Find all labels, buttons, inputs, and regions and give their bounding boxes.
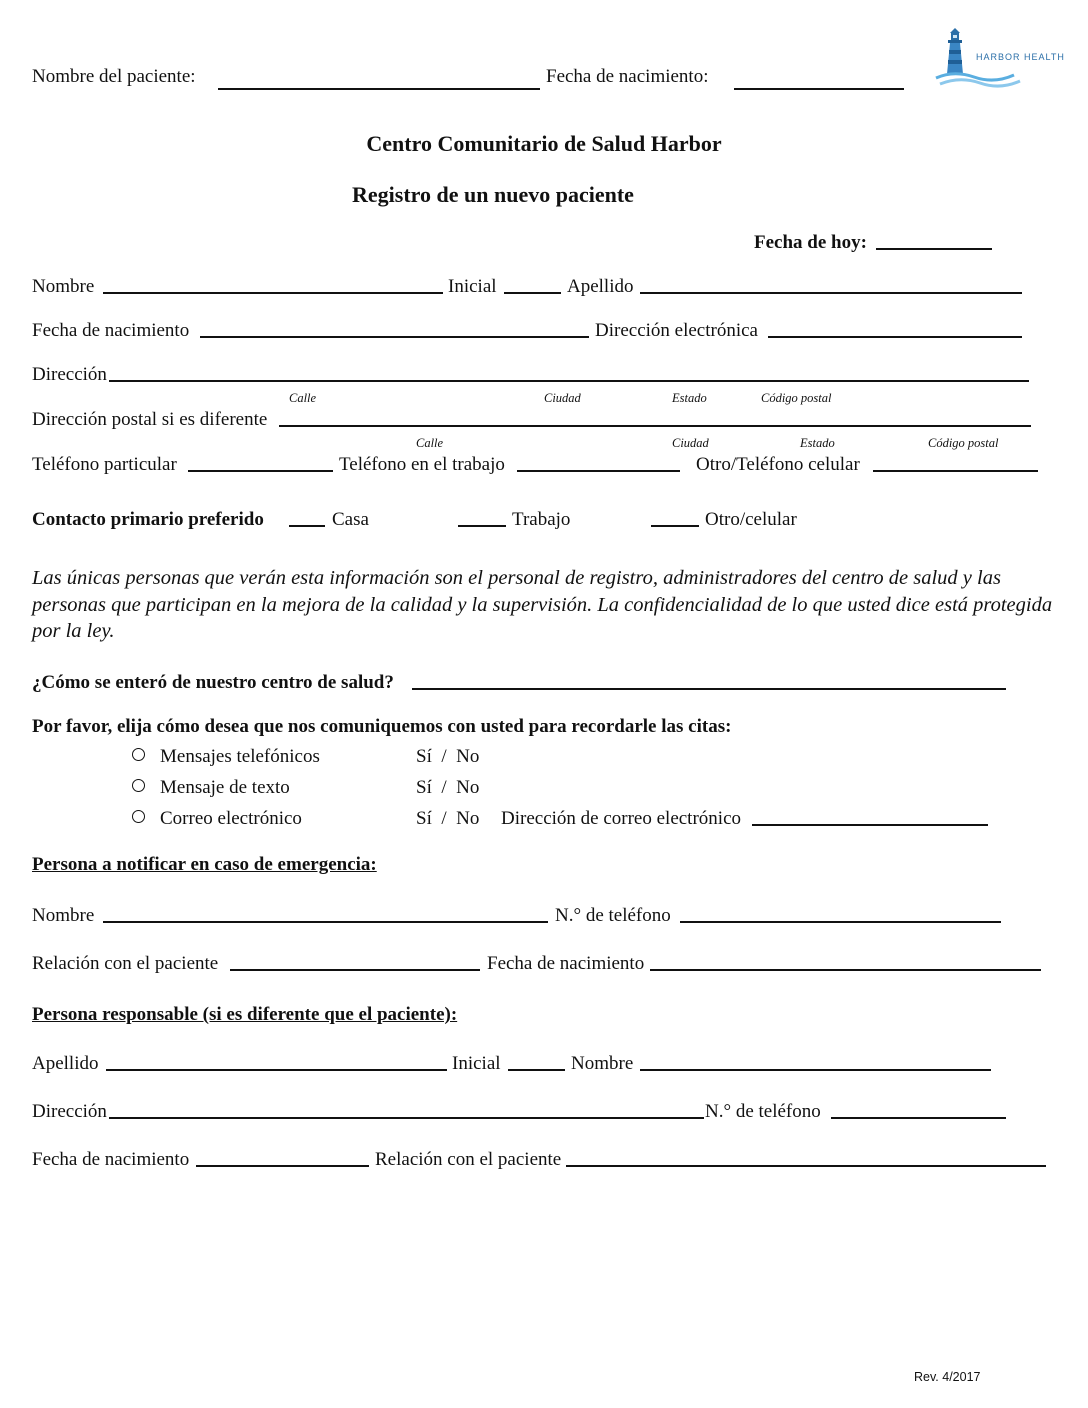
address-caption-street: Calle — [289, 391, 317, 405]
reminder-email-address-label: Dirección de correo electrónico — [501, 808, 742, 829]
contact-other-blank[interactable] — [651, 525, 699, 527]
initial-label: Inicial — [448, 276, 497, 297]
emergency-dob-field[interactable] — [650, 969, 1041, 971]
reminder-email-radio[interactable] — [132, 810, 145, 823]
first-name-label: Nombre — [32, 276, 95, 297]
reminder-email-address-field[interactable] — [752, 824, 988, 826]
responsible-phone-label: N.° de teléfono — [705, 1101, 821, 1122]
responsible-phone-field[interactable] — [831, 1117, 1006, 1119]
contact-work-label: Trabajo — [512, 509, 571, 530]
last-name-label: Apellido — [567, 276, 634, 297]
home-phone-label: Teléfono particular — [32, 454, 177, 475]
email-label: Dirección electrónica — [595, 320, 758, 341]
emergency-name-label: Nombre — [32, 905, 95, 926]
reminder-text-radio[interactable] — [132, 779, 145, 792]
revision-date: Rev. 4/2017 — [914, 1370, 981, 1384]
mailing-caption-city: Ciudad — [672, 436, 709, 450]
email-field[interactable] — [768, 336, 1022, 338]
reminder-email-choice[interactable]: Sí / No — [416, 808, 480, 829]
responsible-address-field[interactable] — [109, 1117, 704, 1119]
mailing-caption-zip: Código postal — [928, 436, 999, 450]
contact-home-label: Casa — [332, 509, 369, 530]
dob-field[interactable] — [200, 336, 589, 338]
contact-other-label: Otro/celular — [705, 509, 797, 530]
reminder-email-label: Correo electrónico — [160, 808, 302, 829]
other-phone-label: Otro/Teléfono celular — [696, 454, 860, 475]
address-caption-city: Ciudad — [544, 391, 581, 405]
address-caption-state: Estado — [672, 391, 707, 405]
first-name-field[interactable] — [103, 292, 443, 294]
patient-name-label: Nombre del paciente: — [32, 66, 196, 87]
emergency-name-field[interactable] — [103, 921, 548, 923]
responsible-address-label: Dirección — [32, 1101, 107, 1122]
page-title: Centro Comunitario de Salud Harbor — [366, 131, 722, 156]
responsible-last-name-field[interactable] — [106, 1069, 447, 1071]
home-phone-field[interactable] — [188, 470, 333, 472]
mailing-address-label: Dirección postal si es diferente — [32, 409, 268, 430]
reminder-phone-radio[interactable] — [132, 748, 145, 761]
reminder-text-label: Mensaje de texto — [160, 777, 290, 798]
address-field[interactable] — [109, 380, 1029, 382]
privacy-notice: Las únicas personas que verán esta información son el personal de registro, administradores del centro de salud y las personas que participan en la mejora de la calidad y la supervisión. La confidencialidad de lo que usted dice está protegida por la ley. — [32, 567, 1053, 642]
logo-text: HARBOR HEALTH — [976, 52, 1065, 62]
responsible-first-name-field[interactable] — [640, 1069, 991, 1071]
emergency-relationship-label: Relación con el paciente — [32, 953, 219, 974]
referral-question: ¿Cómo se enteró de nuestro centro de salud? — [32, 672, 394, 693]
initial-field[interactable] — [504, 292, 561, 294]
reminder-phone-label: Mensajes telefónicos — [160, 746, 320, 767]
address-caption-zip: Código postal — [761, 391, 832, 405]
contact-home-blank[interactable] — [289, 525, 325, 527]
responsible-dob-label: Fecha de nacimiento — [32, 1149, 190, 1170]
mailing-caption-state: Estado — [800, 436, 835, 450]
reminder-question: Por favor, elija cómo desea que nos comuniquemos con usted para recordarle las citas: — [32, 716, 732, 737]
referral-field[interactable] — [412, 688, 1006, 690]
emergency-phone-label: N.° de teléfono — [555, 905, 671, 926]
responsible-relationship-label: Relación con el paciente — [375, 1149, 562, 1170]
today-date-label: Fecha de hoy: — [754, 232, 867, 253]
mailing-address-field[interactable] — [279, 425, 1031, 427]
header-dob-label: Fecha de nacimiento: — [546, 66, 709, 87]
responsible-first-name-label: Nombre — [571, 1053, 634, 1074]
preferred-contact-label: Contacto primario preferido — [32, 509, 264, 530]
emergency-heading: Persona a notificar en caso de emergencia: — [32, 854, 377, 875]
reminder-text-choice[interactable]: Sí / No — [416, 777, 480, 798]
responsible-heading: Persona responsable (si es diferente que el paciente): — [32, 1004, 458, 1025]
mailing-caption-street: Calle — [416, 436, 444, 450]
last-name-field[interactable] — [640, 292, 1022, 294]
emergency-phone-field[interactable] — [680, 921, 1001, 923]
harbor-health-logo — [934, 26, 1064, 90]
address-label: Dirección — [32, 364, 107, 385]
emergency-dob-label: Fecha de nacimiento — [487, 953, 645, 974]
responsible-initial-field[interactable] — [508, 1069, 565, 1071]
today-date-field[interactable] — [876, 248, 992, 250]
dob-label: Fecha de nacimiento — [32, 320, 190, 341]
work-phone-label: Teléfono en el trabajo — [339, 454, 505, 475]
other-phone-field[interactable] — [873, 470, 1038, 472]
responsible-last-name-label: Apellido — [32, 1053, 99, 1074]
header-dob-field[interactable] — [734, 88, 904, 90]
page-subtitle: Registro de un nuevo paciente — [352, 182, 634, 207]
responsible-relationship-field[interactable] — [566, 1165, 1046, 1167]
responsible-dob-field[interactable] — [196, 1165, 369, 1167]
responsible-initial-label: Inicial — [452, 1053, 501, 1074]
contact-work-blank[interactable] — [458, 525, 506, 527]
patient-name-field[interactable] — [218, 88, 540, 90]
reminder-phone-choice[interactable]: Sí / No — [416, 746, 480, 767]
work-phone-field[interactable] — [517, 470, 680, 472]
emergency-relationship-field[interactable] — [230, 969, 480, 971]
